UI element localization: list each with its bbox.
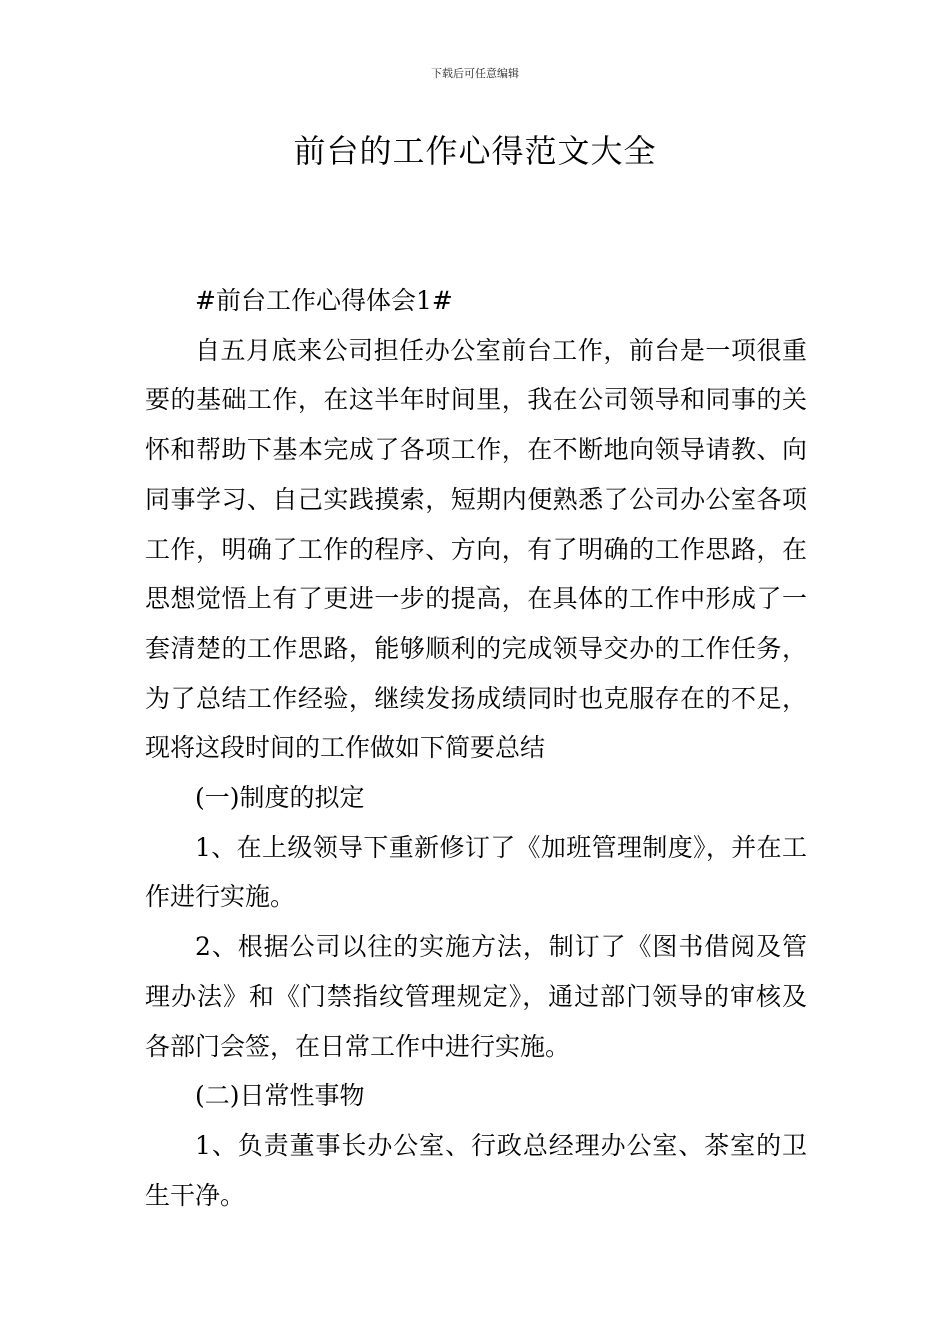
section-heading-1: #前台工作心得体会1#: [195, 286, 453, 315]
list-item-library-door-rules: 2、根据公司以往的实施方法，制订了《图书借阅及管理办法》和《门禁指纹管理规定》，通过部门领导的审核及各部门会签，在日常工作中进行实施。: [145, 932, 807, 1061]
subsection-heading-system: (一)制度的拟定: [195, 783, 365, 813]
intro-paragraph: 自五月底来公司担任办公室前台工作，前台是一项很重要的基础工作，在这半年时间里，我在公司领导和同事的关怀和帮助下基本完成了各项工作，在不断地向领导请教、向同事学习、自己实践摸索，短期内便熟悉了公司办公室各项工作，明确了工作的程序、方向，有了明确的工作思路，在思想觉悟上有了更进一步的提高，在具体的工作中形成了一套清楚的工作思路，能够顺利的完成领导交办的工作任务，为了总结工作经验，继续发扬成绩同时也克服存在的不足，现将这段时间的工作做如下简要总结: [145, 335, 807, 763]
document-title: 前台的工作心得范文大全: [293, 132, 657, 170]
page-header-note: 下载后可任意编辑: [431, 67, 519, 80]
document-body: [145, 276, 807, 1220]
list-item-overtime-policy: 1、在上级领导下重新修订了《加班管理制度》，并在工作进行实施。: [145, 832, 807, 912]
list-item-office-cleaning: 1、负责董事长办公室、行政总经理办公室、茶室的卫生干净。: [145, 1130, 807, 1210]
subsection-heading-daily-affairs: (二)日常性事物: [195, 1081, 365, 1111]
